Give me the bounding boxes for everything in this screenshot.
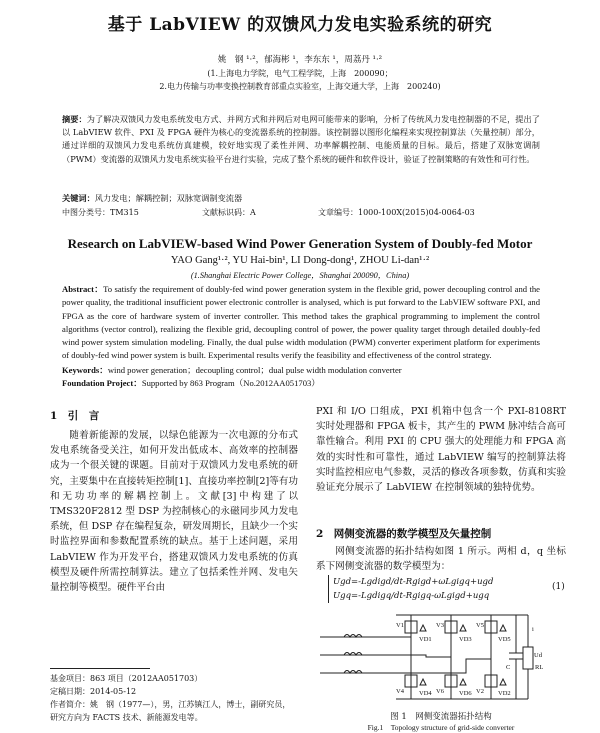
affiliation-cn-2: 2.电力传输与功率变换控制教育部重点实验室，上海交通大学，上海 200240) [159, 82, 441, 91]
foundation-en-label: Foundation Project： [62, 378, 142, 388]
grid-side-converter-diagram [316, 607, 566, 707]
article-number: 文章编号：1000-100X(2015)04-0064-03 [318, 208, 475, 217]
dc-voltage-label: Ud [534, 652, 542, 659]
diode-label-vd6: VD6 [459, 690, 472, 697]
switch-label-v3: V3 [436, 622, 444, 629]
equation-1 [328, 575, 493, 603]
footnote-rule [50, 668, 150, 669]
footnote-author-bio: 作者简介：姚 钢（1977—），男，江苏镇江人，博士，副研究员，研究方向为 FACTS 技术、新能源发电等。 [50, 700, 291, 722]
keywords-cn-label: 关键词： [62, 193, 95, 203]
switch-label-v5: V5 [476, 622, 484, 629]
abstract-en-label: Abstract： [62, 284, 104, 294]
switch-label-v6: V6 [436, 688, 444, 695]
foundation-en [62, 377, 540, 390]
switch-label-v2: V2 [476, 688, 484, 695]
diode-label-vd3: VD3 [459, 636, 472, 643]
clc-number: 中图分类号：TM315 [62, 208, 139, 217]
keywords-en-text: wind power generation；decoupling control；dual pulse width modulation converter [107, 365, 402, 375]
figure-1-caption-cn: 图 1 网侧变流器拓扑结构 [390, 712, 492, 722]
equation-number: (1) [552, 582, 565, 592]
abstract-en-text: To satisfy the requirement of doubly-fed wind power generation system in the flexible grid, power decoupling control and the power quality, the traditional insufficient power electronic controller is analysed, which is put forward to the LabVIEW software PXI, and FPGA as the core of hardware system of inverter controller. This method takes the graphical programming to implement the control algorithms (vector control), realizing the flexible grid, decoupling control of power, the power quality target through detailed doubly-fed wind power system simulation modeling. Finally, the dual pulse width modulation (PWM) converter experiment platform for experiments of doubly-fed wind power system is built. Experimental results verify the feasibility and effectiveness of the control strategy. [62, 284, 540, 361]
section-2-body: 网侧变流器的拓扑结构如图 1 所示。两相 d，q 坐标系下网侧变流器的数学模型为： [316, 546, 566, 573]
right-column-body: PXI 和 I/O 口组成，PXI 机箱中包含一个 PXI-8108RT 实时处理器和 FPGA 板卡，其产生的 PWM 脉冲结合高可靠性输合。利用 PXI 的 CPU 强大的处理能力和 FPGA 高效的实时性和可靠性，通过 LabVIEW 编写的控制算法将实时监控相应电气参数，灵活的修改各项参数，仿真和实验验证充分展示了 LabVIEW 在控制领域的独特优势。 [316, 406, 566, 494]
capacitor-label: C [506, 664, 511, 671]
abstract-en [62, 283, 540, 363]
keywords-cn [62, 192, 540, 205]
diode-label-vd1: VD1 [419, 636, 432, 643]
authors-cn: 姚 钢 ¹·²，郁海彬 ¹，李东东 ¹，周荔丹 ¹·² [217, 55, 383, 65]
footnote-date: 定稿日期：2014-05-12 [50, 687, 137, 696]
footnotes [50, 672, 298, 724]
authors-en: YAO Gang¹·², YU Hai-bin¹, LI Dong-dong¹, ZHOU Li-dan¹·² [170, 255, 430, 266]
abstract-cn-label: 摘要： [62, 114, 87, 124]
switch-label-v1: V1 [396, 622, 404, 629]
keywords-cn-text: 风力发电；解耦控制；双脉宽调制变流器 [94, 193, 243, 203]
diode-label-vd4: VD4 [419, 690, 432, 697]
paper-title-en: Research on LabVIEW-based Wind Power Generation System of Doubly-fed Motor [67, 236, 533, 251]
section-2-heading: 2 网侧变流器的数学模型及矢量控制 [316, 528, 492, 540]
paper-title-cn: 基于 LabVIEW 的双馈风力发电实验系统的研究 [107, 15, 493, 35]
section-1-body: 随着新能源的发展，以绿色能源为一次电源的分布式发电系统备受关注，如何开发出低成本、高效率的控制器成为一个很关键的课题。目前对于双馈风力发电系统的研究，主要集中在直接转矩控制[1]、直接功率控制[2]等有功和无功功率的解耦控制上。文献[3]中构建了以 TMS320F2812 型 DSP 为控制核心的永磁同步风力发电系统，但 DSP 存在编程复杂，研发周期长，且缺少一个实时监控界面和参数配置系统的缺点。基于上述问题，采用 LabVIEW 作为开发平台，搭建双馈风力发电系统的仿真模型及硬件所需控制算法。建立了包括柔性并网、发电矢量控制等模型。硬件平台由 [50, 430, 298, 594]
load-resistor-label: RL [535, 664, 544, 671]
current-label: i [532, 626, 534, 633]
diode-label-vd2: VD2 [498, 690, 511, 697]
equation-line-2: Ugq=-Lgdigq/dt-Rgigq-ωLgigd+ugq [333, 591, 490, 601]
foundation-en-text: Supported by 863 Program（No.2012AA051703） [141, 378, 320, 388]
affiliation-en: (1.Shanghai Electric Power College，Shanghai 200090，China) [190, 271, 410, 280]
keywords-en-label: Keywords： [62, 365, 108, 375]
switch-label-v4: V4 [396, 688, 404, 695]
figure-1-caption-en: Fig.1 Topology structure of grid-side converter [367, 723, 515, 732]
footnote-funding: 基金项目：863 项目（2012AA051703） [50, 674, 203, 683]
diode-label-vd5: VD5 [498, 636, 511, 643]
section-1-heading: 1 引 言 [50, 410, 100, 422]
document-code: 文献标识码：A [202, 208, 256, 217]
keywords-en [62, 364, 540, 377]
abstract-cn [62, 113, 540, 166]
affiliation-cn-1: (1.上海电力学院，电气工程学院，上海 200090； [207, 69, 393, 78]
equation-line-1: Ugd=-Lgdigd/dt-Rgigd+ωLgigq+ugd [333, 577, 494, 587]
abstract-cn-text: 为了解决双馈风力发电系统发电方式、并网方式和并网后对电网可能带来的影响，分析了传统风力发电控制器的不足，提出了以 LabVIEW 软件、PXI 及 FPGA 硬件为核心的变流器系统的控制器。该控制器以图形化编程来实现控制算法（矢量控制）部分，通过详细的双馈风力发电系统仿真建模，较好地实现了柔性并网、功率解耦控制、电能质量的目标。最后，搭建了双脉宽调制（PWM）变流器的双馈风力发电系统实验平台进行实验，完成了整个系统的硬件和软件设计，验证了控制策略的有效性和可行性。 [62, 114, 540, 164]
